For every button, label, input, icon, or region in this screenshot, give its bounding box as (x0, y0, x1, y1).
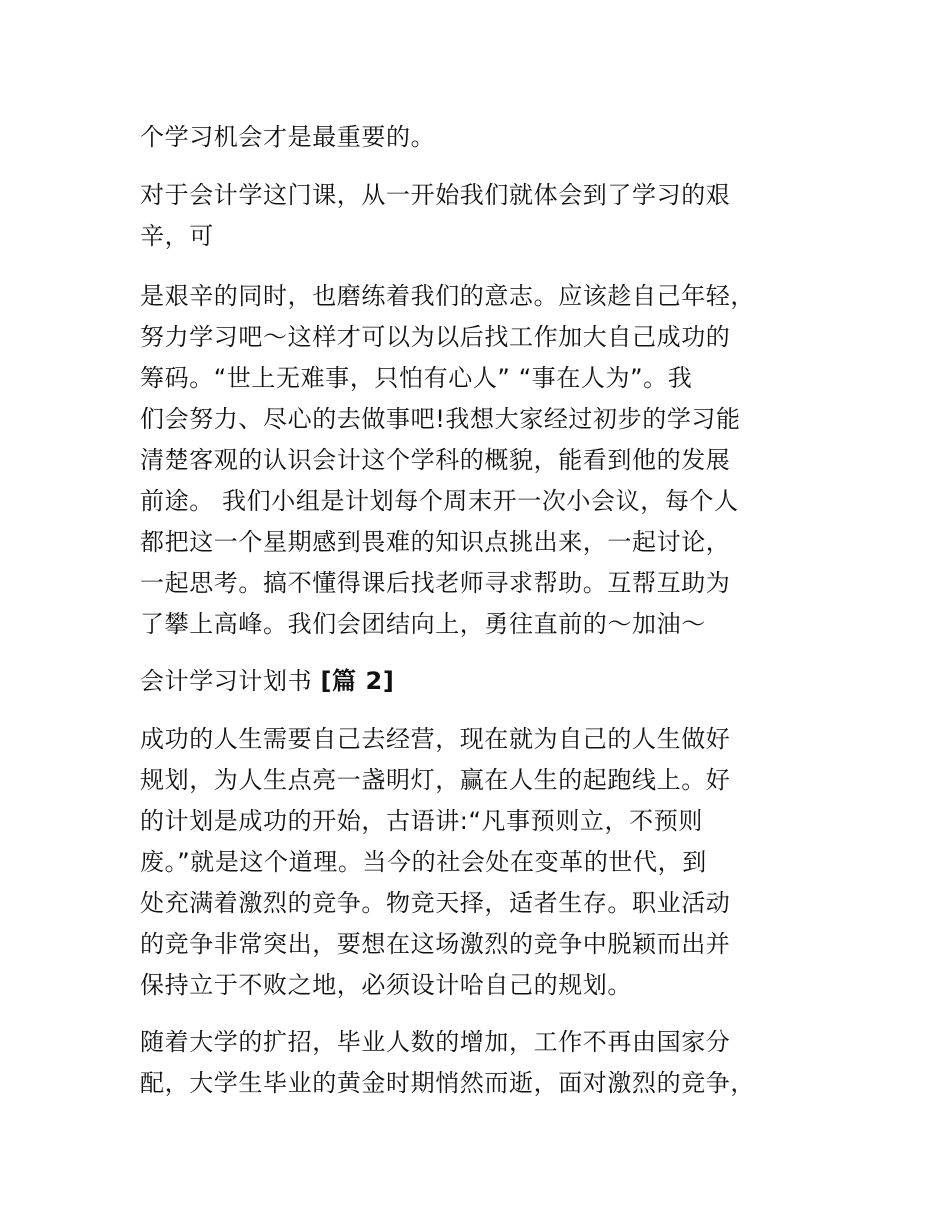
text-line: 配，大学生毕业的黄金时期悄然而逝，面对激烈的竞争， (140, 1069, 755, 1097)
text-line: 保持立于不败之地，必须设计哈自己的规划。 (140, 971, 632, 999)
text-line: 规划，为人生点亮一盏明灯，赢在人生的起跑线上。好 (140, 766, 731, 794)
paragraph-1 (140, 117, 820, 158)
text-line: 的计划是成功的开始，古语讲:“凡事预则立，不预则 (140, 807, 703, 835)
paragraph-4 (140, 719, 820, 1006)
text-line: 努力学习吧～这样才可以为以后找工作加大自己成功的 (140, 323, 731, 351)
text-line: 辛，可 (140, 222, 214, 250)
section-number-tag: [篇 2] (320, 667, 395, 695)
text-line: 前途。 我们小组是计划每个周末开一次小会议，每个人 (140, 487, 739, 515)
text-line: 处充满着激烈的竞争。物竞天择，适者生存。职业活动 (140, 889, 731, 917)
paragraph-5 (140, 1022, 820, 1104)
text-line: 都把这一个星期感到畏难的知识点挑出来，一起讨论， (140, 528, 731, 556)
text-line: 们会努力、尽心的去做事吧!我想大家经过初步的学习能 (140, 405, 741, 433)
text-line: 成功的人生需要自己去经营，现在就为自己的人生做好 (140, 725, 731, 753)
paragraph-3 (140, 276, 820, 645)
text-line: 废。”就是这个道理。当今的社会处在变革的世代，到 (140, 848, 707, 876)
paragraph-2 (140, 175, 820, 257)
text-line: 筹码。“世上无难事，只怕有心人” “事在人为”。我 (140, 364, 693, 392)
text-line: 是艰辛的同时，也磨练着我们的意志。应该趁自己年轻， (140, 282, 755, 310)
section-heading (140, 661, 820, 702)
text-line: 对于会计学这门课，从一开始我们就体会到了学习的艰 (140, 181, 731, 209)
section-title: 会计学习计划书 (140, 667, 313, 695)
text-line: 一起思考。搞不懂得课后找老师寻求帮助。互帮互助为 (140, 569, 731, 597)
text-line: 随着大学的扩招，毕业人数的增加，工作不再由国家分 (140, 1028, 731, 1056)
text-line: 的竞争非常突出，要想在这场激烈的竞争中脱颖而出并 (140, 930, 731, 958)
text-line: 个学习机会才是最重要的。 (140, 123, 436, 151)
text-line: 了攀上高峰。我们会团结向上，勇往直前的～加油～ (140, 610, 706, 638)
text-line: 清楚客观的认识会计这个学科的概貌，能看到他的发展 (140, 446, 731, 474)
